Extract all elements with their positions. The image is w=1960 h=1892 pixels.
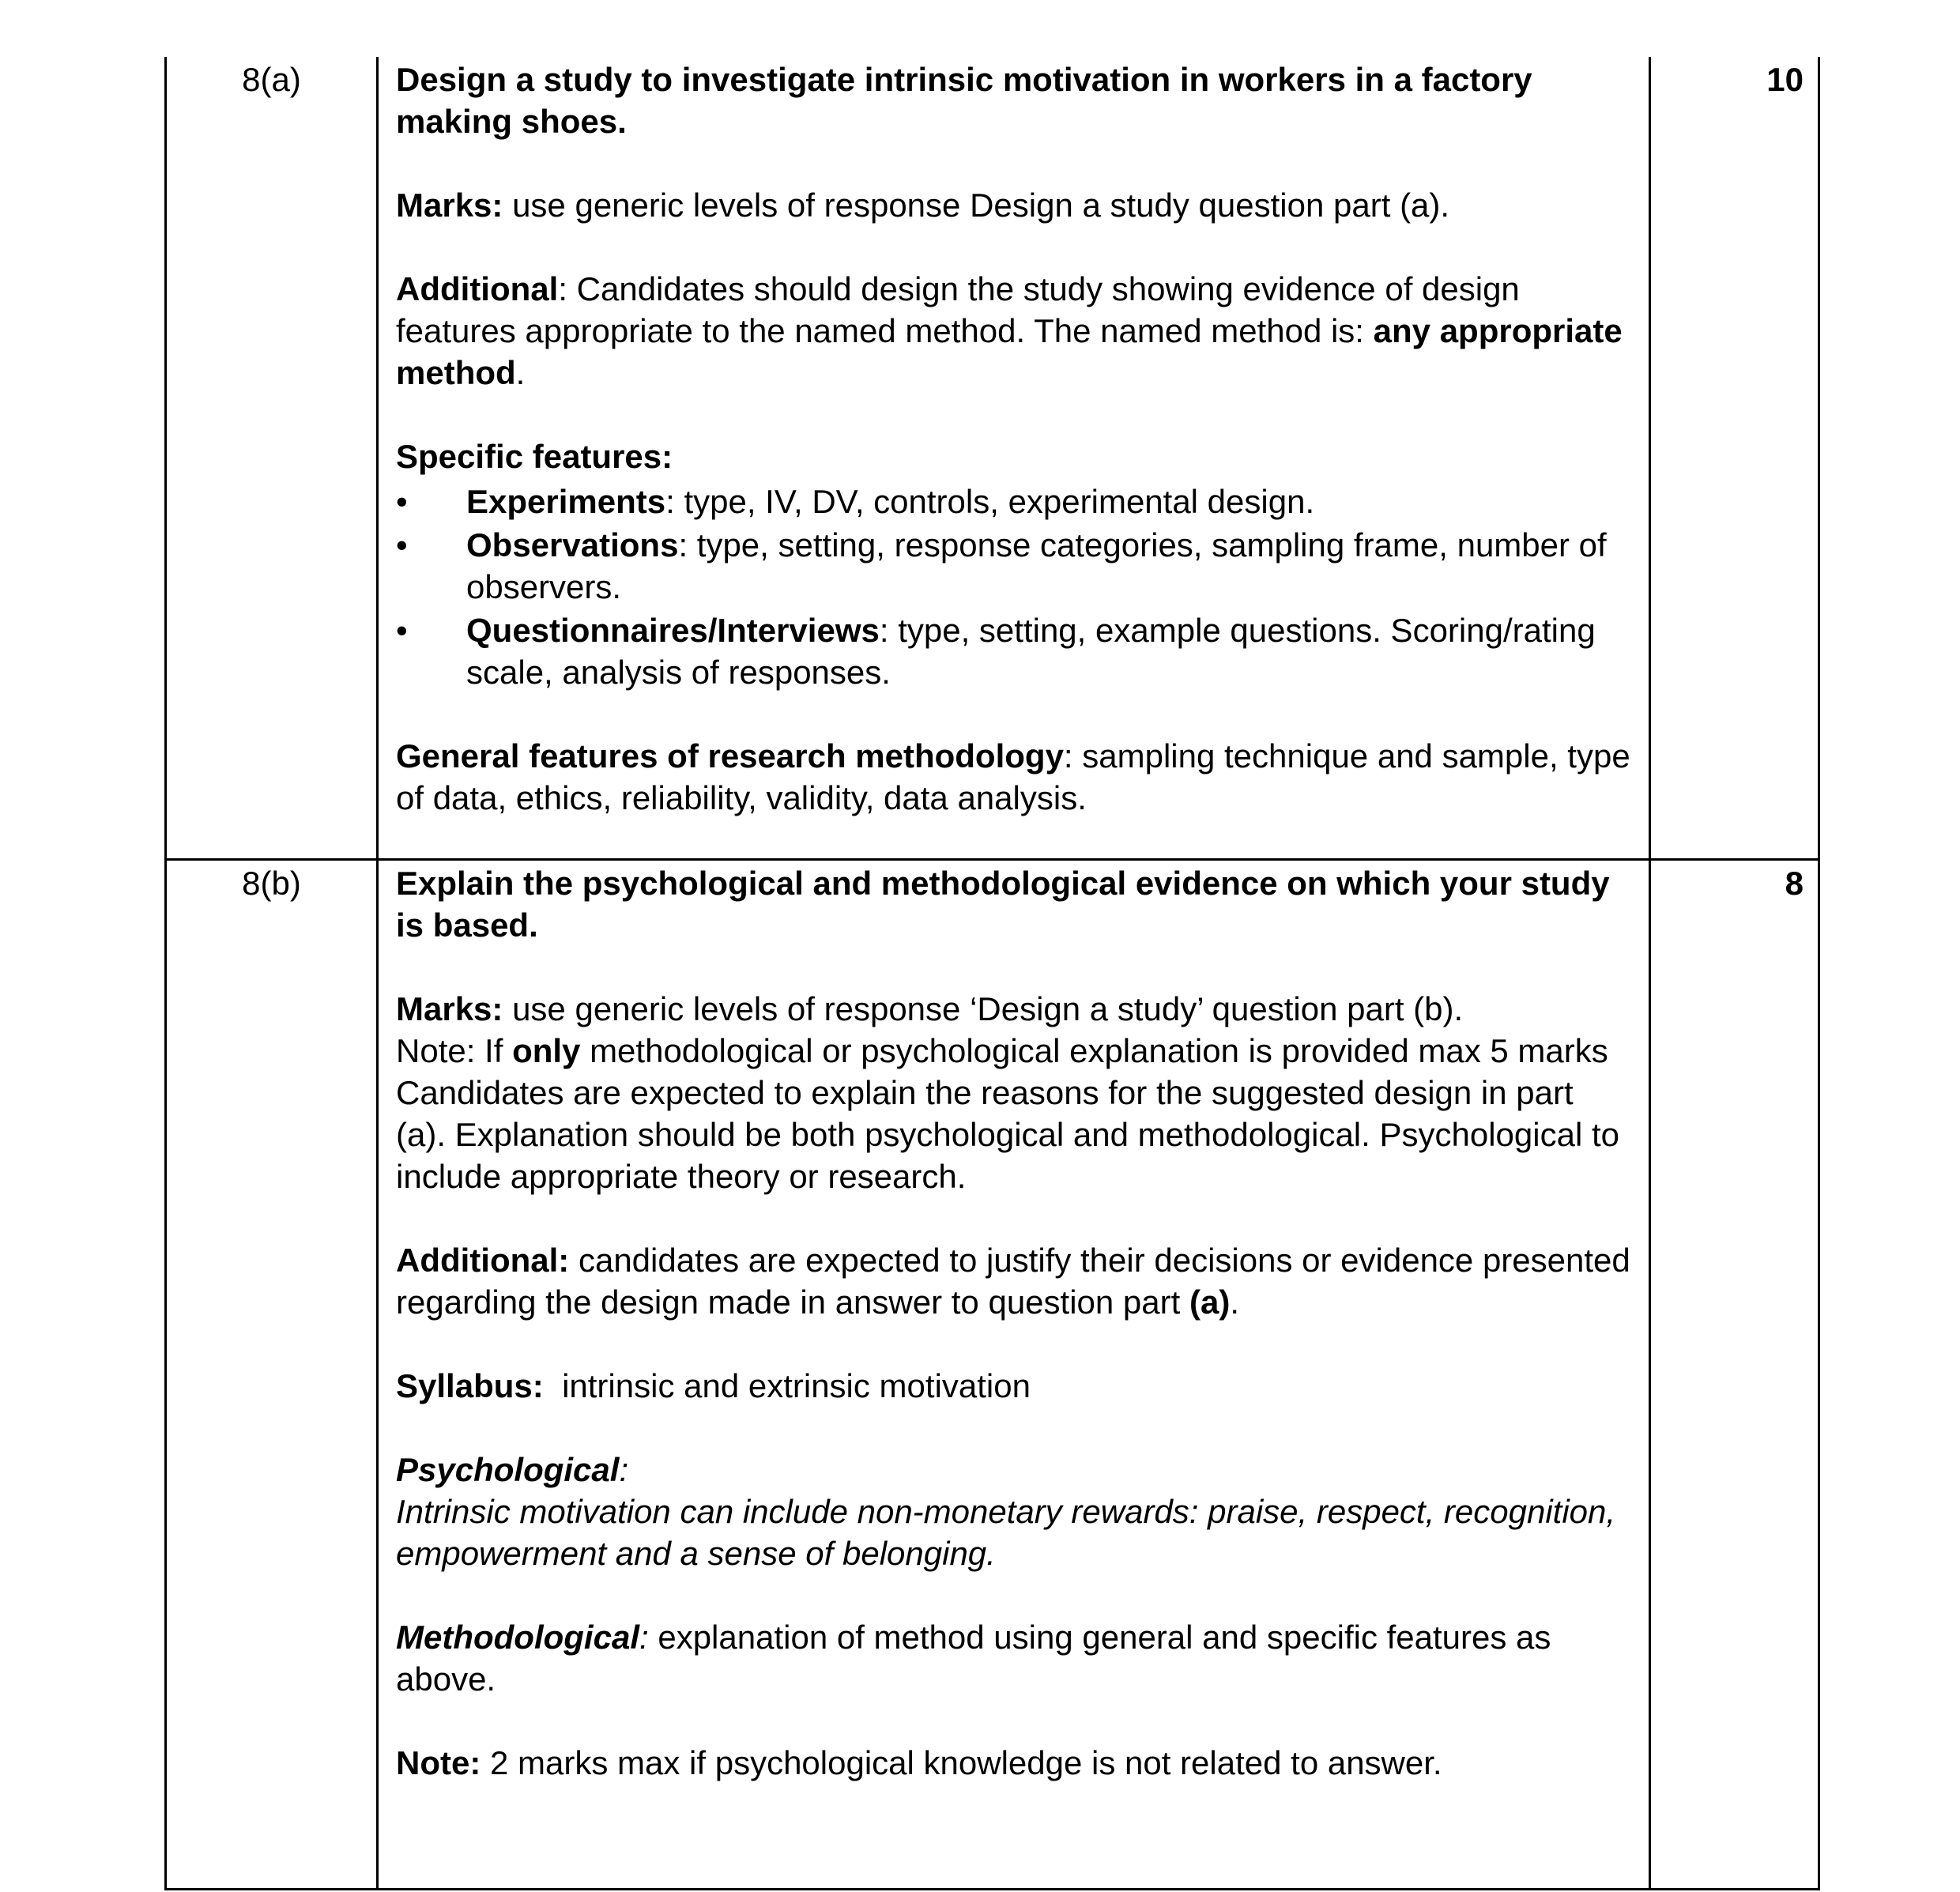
mark-scheme-table — [164, 57, 1820, 1890]
syllabus-note — [396, 1365, 1631, 1407]
marks-value: 10 — [1766, 61, 1804, 98]
marks-cell — [1650, 860, 1819, 1890]
general-features — [396, 735, 1631, 819]
specific-features-heading: Specific features: — [396, 438, 673, 475]
bullet-icon: • — [396, 483, 408, 520]
psychological-note: Psychological: Intrinsic motivation can include non-monetary rewards: praise, respect, recognition, empowerment and a sense of belonging. — [396, 1451, 1616, 1572]
syllabus-text: intrinsic and extrinsic motivation — [543, 1367, 1031, 1404]
final-note — [396, 1742, 1631, 1784]
psychological-text: Intrinsic motivation can include non-monetary rewards: praise, respect, recognition, empowerment and a sense of belonging. — [396, 1493, 1616, 1572]
methodological-text: explanation of method using general and specific features as above. — [396, 1619, 1551, 1698]
table-row — [166, 57, 1819, 860]
marks-cell — [1650, 57, 1819, 860]
question-prompt: Explain the psychological and methodological evidence on which your study is based. — [396, 865, 1610, 944]
list-item: • Questionnaires/Interviews: type, setting, example questions. Scoring/rating scale, analysis of responses. — [396, 609, 1631, 693]
marks-label: Marks: — [396, 187, 503, 224]
additional-label: Additional: — [396, 1242, 570, 1279]
marks-text: use generic levels of response ‘Design a study’ question part (b). — [503, 990, 1464, 1027]
list-item: • Experiments: type, IV, DV, controls, experimental design. — [396, 481, 1631, 522]
marks-value: 8 — [1785, 865, 1804, 902]
additional-note: Additional: Candidates should design the study showing evidence of design features appropriate to the named method. The named method is: any appropriate method. — [396, 270, 1623, 391]
question-number-cell — [166, 860, 378, 1890]
question-number-cell — [166, 57, 378, 860]
general-features-label: General features of research methodology — [396, 737, 1064, 775]
list-item: • Observations: type, setting, response categories, sampling frame, number of observers. — [396, 524, 1631, 608]
bullet-icon: • — [396, 612, 408, 649]
specific-features-list — [396, 481, 1631, 693]
note-label: Note: — [396, 1744, 481, 1781]
question-number: 8(b) — [242, 865, 301, 902]
methodological-label: Methodological — [396, 1619, 639, 1656]
marks-note: Marks: use generic levels of response ‘Design a study’ question part (b). Note: If only methodological or psychological explanation is provided max 5 marks Candidates are expected to explain the reasons for the suggested design in part (a). Explanation should be both psychological and methodological. Psychological to include appropriate theory or research. — [396, 990, 1619, 1195]
additional-label: Additional — [396, 270, 559, 307]
marks-note — [396, 184, 1631, 226]
general-features-text: : sampling technique and sample, type of data, ethics, reliability, validity, data analysis. — [396, 737, 1630, 816]
question-prompt: Design a study to investigate intrinsic motivation in workers in a factory making shoes. — [396, 61, 1532, 140]
note-text: 2 marks max if psychological knowledge is not related to answer. — [481, 1744, 1442, 1781]
expectation-text: Candidates are expected to explain the reasons for the suggested design in part (a). Explanation should be both psychological and methodological. Psychological to include appropriate theory or research. — [396, 1074, 1619, 1195]
psychological-label: Psychological — [396, 1451, 620, 1488]
additional-text: : Candidates should design the study showing evidence of design features appropriate to the named method. The named method is: — [396, 270, 1520, 349]
table-row — [166, 860, 1819, 1890]
methodological-note: Methodological: explanation of method using general and specific features as above. — [396, 1619, 1551, 1698]
marks-label: Marks: — [396, 990, 503, 1027]
question-number: 8(a) — [242, 61, 301, 98]
bullet-icon: • — [396, 526, 408, 563]
syllabus-label: Syllabus: — [396, 1367, 544, 1404]
marks-text: use generic levels of response Design a study question part (a). — [503, 187, 1450, 224]
answer-cell — [378, 860, 1650, 1890]
answer-cell — [378, 57, 1650, 860]
named-method: any appropriate method — [396, 312, 1623, 391]
additional-text: candidates are expected to justify their decisions or evidence presented regarding the design made in answer to question part — [396, 1242, 1630, 1321]
additional-note: Additional: candidates are expected to justify their decisions or evidence presented regarding the design made in answer to question part (a). — [396, 1242, 1630, 1321]
